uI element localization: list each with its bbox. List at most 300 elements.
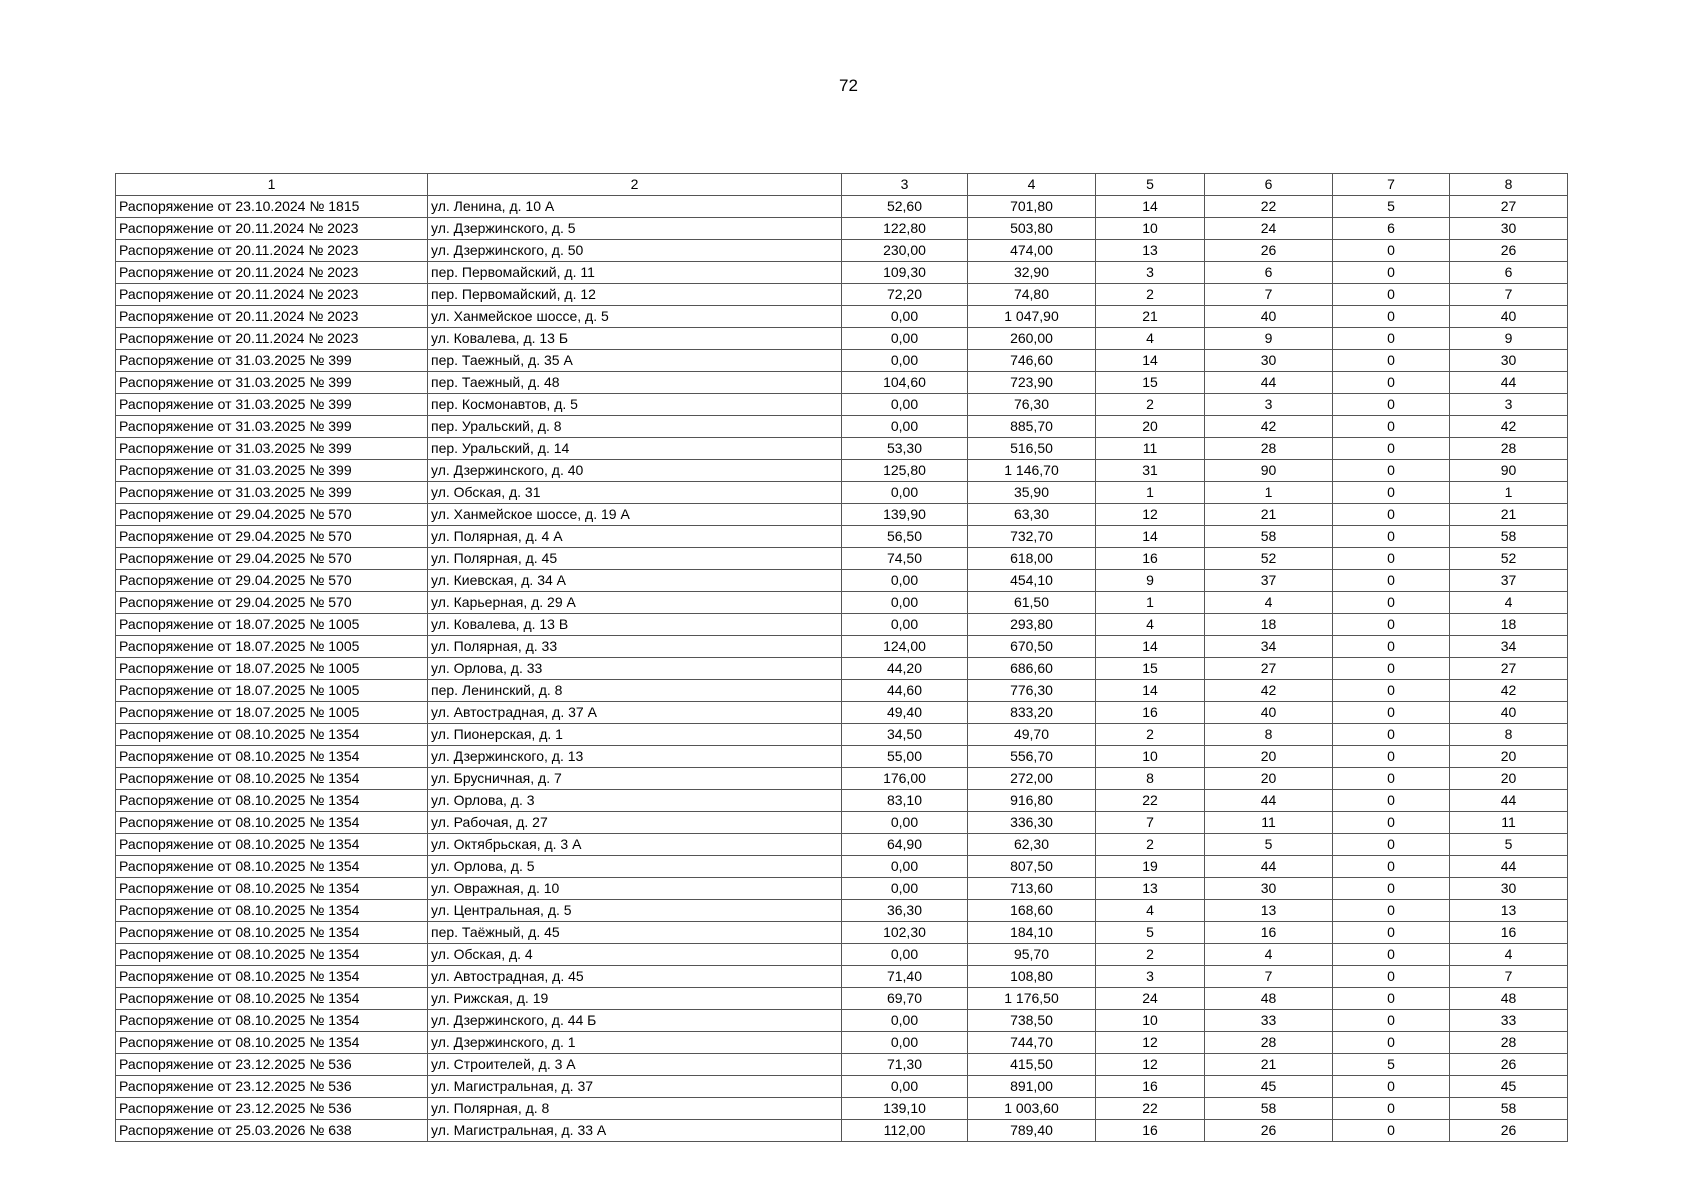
address-cell: ул. Ханмейское шоссе, д. 19 А xyxy=(428,504,842,526)
document-cell: Распоряжение от 20.11.2024 № 2023 xyxy=(116,306,428,328)
value-cell: 0,00 xyxy=(842,944,968,966)
value-cell: 62,30 xyxy=(968,834,1096,856)
column-header: 6 xyxy=(1205,174,1333,196)
table-row xyxy=(116,460,1568,482)
value-cell: 12 xyxy=(1096,504,1205,526)
document-cell: Распоряжение от 08.10.2025 № 1354 xyxy=(116,768,428,790)
address-cell: ул. Полярная, д. 8 xyxy=(428,1098,842,1120)
value-cell: 0 xyxy=(1333,284,1450,306)
table-row xyxy=(116,438,1568,460)
document-cell: Распоряжение от 20.11.2024 № 2023 xyxy=(116,218,428,240)
value-cell: 45 xyxy=(1450,1076,1568,1098)
value-cell: 0 xyxy=(1333,812,1450,834)
table-row xyxy=(116,878,1568,900)
value-cell: 112,00 xyxy=(842,1120,968,1142)
document-cell: Распоряжение от 29.04.2025 № 570 xyxy=(116,570,428,592)
value-cell: 30 xyxy=(1450,218,1568,240)
value-cell: 30 xyxy=(1205,350,1333,372)
address-cell: ул. Киевская, д. 34 А xyxy=(428,570,842,592)
table-row xyxy=(116,196,1568,218)
document-cell: Распоряжение от 31.03.2025 № 399 xyxy=(116,350,428,372)
value-cell: 4 xyxy=(1096,614,1205,636)
document-cell: Распоряжение от 23.10.2024 № 1815 xyxy=(116,196,428,218)
address-cell: пер. Таежный, д. 35 А xyxy=(428,350,842,372)
column-header: 3 xyxy=(842,174,968,196)
value-cell: 686,60 xyxy=(968,658,1096,680)
value-cell: 0 xyxy=(1333,966,1450,988)
value-cell: 14 xyxy=(1096,636,1205,658)
value-cell: 32,90 xyxy=(968,262,1096,284)
value-cell: 0,00 xyxy=(842,416,968,438)
value-cell: 16 xyxy=(1450,922,1568,944)
value-cell: 48 xyxy=(1205,988,1333,1010)
value-cell: 61,50 xyxy=(968,592,1096,614)
value-cell: 2 xyxy=(1096,834,1205,856)
value-cell: 16 xyxy=(1096,1120,1205,1142)
address-cell: ул. Октябрьская, д. 3 А xyxy=(428,834,842,856)
document-cell: Распоряжение от 08.10.2025 № 1354 xyxy=(116,1032,428,1054)
value-cell: 58 xyxy=(1450,1098,1568,1120)
table-row xyxy=(116,922,1568,944)
table-row xyxy=(116,900,1568,922)
document-cell: Распоряжение от 31.03.2025 № 399 xyxy=(116,372,428,394)
value-cell: 28 xyxy=(1205,1032,1333,1054)
value-cell: 28 xyxy=(1205,438,1333,460)
value-cell: 31 xyxy=(1096,460,1205,482)
value-cell: 26 xyxy=(1450,1120,1568,1142)
register-table xyxy=(115,173,1568,1142)
value-cell: 40 xyxy=(1205,702,1333,724)
value-cell: 670,50 xyxy=(968,636,1096,658)
table-row xyxy=(116,812,1568,834)
table-row xyxy=(116,702,1568,724)
value-cell: 20 xyxy=(1205,768,1333,790)
address-cell: пер. Таёжный, д. 45 xyxy=(428,922,842,944)
value-cell: 9 xyxy=(1450,328,1568,350)
value-cell: 0,00 xyxy=(842,1076,968,1098)
value-cell: 0 xyxy=(1333,658,1450,680)
address-cell: пер. Уральский, д. 14 xyxy=(428,438,842,460)
table-row xyxy=(116,372,1568,394)
table-row xyxy=(116,306,1568,328)
value-cell: 9 xyxy=(1205,328,1333,350)
value-cell: 7 xyxy=(1450,966,1568,988)
address-cell: ул. Орлова, д. 5 xyxy=(428,856,842,878)
value-cell: 0 xyxy=(1333,746,1450,768)
value-cell: 14 xyxy=(1096,350,1205,372)
address-cell: ул. Дзержинского, д. 13 xyxy=(428,746,842,768)
column-header: 7 xyxy=(1333,174,1450,196)
table-row xyxy=(116,988,1568,1010)
value-cell: 22 xyxy=(1096,1098,1205,1120)
document-cell: Распоряжение от 20.11.2024 № 2023 xyxy=(116,284,428,306)
value-cell: 713,60 xyxy=(968,878,1096,900)
value-cell: 3 xyxy=(1450,394,1568,416)
value-cell: 90 xyxy=(1450,460,1568,482)
address-cell: ул. Ковалева, д. 13 Б xyxy=(428,328,842,350)
value-cell: 0 xyxy=(1333,856,1450,878)
value-cell: 24 xyxy=(1205,218,1333,240)
document-cell: Распоряжение от 20.11.2024 № 2023 xyxy=(116,328,428,350)
value-cell: 272,00 xyxy=(968,768,1096,790)
document-cell: Распоряжение от 20.11.2024 № 2023 xyxy=(116,240,428,262)
address-cell: пер. Первомайский, д. 11 xyxy=(428,262,842,284)
value-cell: 36,30 xyxy=(842,900,968,922)
value-cell: 184,10 xyxy=(968,922,1096,944)
table-row xyxy=(116,548,1568,570)
address-cell: ул. Рабочая, д. 27 xyxy=(428,812,842,834)
value-cell: 55,00 xyxy=(842,746,968,768)
value-cell: 15 xyxy=(1096,658,1205,680)
value-cell: 56,50 xyxy=(842,526,968,548)
value-cell: 0 xyxy=(1333,1032,1450,1054)
table-row xyxy=(116,526,1568,548)
value-cell: 2 xyxy=(1096,284,1205,306)
value-cell: 16 xyxy=(1205,922,1333,944)
value-cell: 28 xyxy=(1450,1032,1568,1054)
value-cell: 125,80 xyxy=(842,460,968,482)
table-row xyxy=(116,394,1568,416)
value-cell: 45 xyxy=(1205,1076,1333,1098)
value-cell: 44 xyxy=(1450,856,1568,878)
value-cell: 48 xyxy=(1450,988,1568,1010)
value-cell: 27 xyxy=(1205,658,1333,680)
address-cell: ул. Дзержинского, д. 40 xyxy=(428,460,842,482)
value-cell: 3 xyxy=(1096,262,1205,284)
value-cell: 139,90 xyxy=(842,504,968,526)
value-cell: 789,40 xyxy=(968,1120,1096,1142)
address-cell: ул. Полярная, д. 33 xyxy=(428,636,842,658)
document-cell: Распоряжение от 31.03.2025 № 399 xyxy=(116,460,428,482)
value-cell: 0,00 xyxy=(842,482,968,504)
value-cell: 4 xyxy=(1450,944,1568,966)
value-cell: 44,60 xyxy=(842,680,968,702)
value-cell: 53,30 xyxy=(842,438,968,460)
address-cell: ул. Рижская, д. 19 xyxy=(428,988,842,1010)
address-cell: ул. Дзержинского, д. 5 xyxy=(428,218,842,240)
value-cell: 885,70 xyxy=(968,416,1096,438)
value-cell: 0,00 xyxy=(842,812,968,834)
value-cell: 0,00 xyxy=(842,306,968,328)
value-cell: 0 xyxy=(1333,614,1450,636)
document-cell: Распоряжение от 08.10.2025 № 1354 xyxy=(116,746,428,768)
document-cell: Распоряжение от 29.04.2025 № 570 xyxy=(116,548,428,570)
document-cell: Распоряжение от 31.03.2025 № 399 xyxy=(116,482,428,504)
value-cell: 74,80 xyxy=(968,284,1096,306)
value-cell: 5 xyxy=(1333,1054,1450,1076)
value-cell: 71,40 xyxy=(842,966,968,988)
column-header: 4 xyxy=(968,174,1096,196)
value-cell: 738,50 xyxy=(968,1010,1096,1032)
value-cell: 474,00 xyxy=(968,240,1096,262)
table-row xyxy=(116,240,1568,262)
document-cell: Распоряжение от 31.03.2025 № 399 xyxy=(116,394,428,416)
value-cell: 0 xyxy=(1333,438,1450,460)
value-cell: 139,10 xyxy=(842,1098,968,1120)
value-cell: 14 xyxy=(1096,680,1205,702)
value-cell: 776,30 xyxy=(968,680,1096,702)
value-cell: 0 xyxy=(1333,922,1450,944)
value-cell: 20 xyxy=(1450,768,1568,790)
value-cell: 3 xyxy=(1096,966,1205,988)
value-cell: 63,30 xyxy=(968,504,1096,526)
value-cell: 0 xyxy=(1333,1120,1450,1142)
value-cell: 4 xyxy=(1205,944,1333,966)
value-cell: 16 xyxy=(1096,1076,1205,1098)
value-cell: 1 xyxy=(1205,482,1333,504)
value-cell: 76,30 xyxy=(968,394,1096,416)
address-cell: ул. Дзержинского, д. 50 xyxy=(428,240,842,262)
document-cell: Распоряжение от 08.10.2025 № 1354 xyxy=(116,812,428,834)
value-cell: 26 xyxy=(1450,240,1568,262)
value-cell: 4 xyxy=(1096,900,1205,922)
table-row xyxy=(116,680,1568,702)
document-cell: Распоряжение от 18.07.2025 № 1005 xyxy=(116,658,428,680)
document-cell: Распоряжение от 20.11.2024 № 2023 xyxy=(116,262,428,284)
value-cell: 0 xyxy=(1333,372,1450,394)
value-cell: 33 xyxy=(1205,1010,1333,1032)
address-cell: ул. Орлова, д. 33 xyxy=(428,658,842,680)
value-cell: 0 xyxy=(1333,548,1450,570)
address-cell: ул. Магистральная, д. 33 А xyxy=(428,1120,842,1142)
value-cell: 44 xyxy=(1450,790,1568,812)
value-cell: 52 xyxy=(1205,548,1333,570)
value-cell: 42 xyxy=(1205,680,1333,702)
value-cell: 701,80 xyxy=(968,196,1096,218)
document-cell: Распоряжение от 31.03.2025 № 399 xyxy=(116,438,428,460)
value-cell: 44 xyxy=(1205,790,1333,812)
table-row xyxy=(116,1054,1568,1076)
value-cell: 22 xyxy=(1096,790,1205,812)
table-row xyxy=(116,636,1568,658)
value-cell: 13 xyxy=(1096,240,1205,262)
value-cell: 30 xyxy=(1450,878,1568,900)
document-cell: Распоряжение от 08.10.2025 № 1354 xyxy=(116,878,428,900)
address-cell: ул. Овражная, д. 10 xyxy=(428,878,842,900)
value-cell: 37 xyxy=(1205,570,1333,592)
value-cell: 27 xyxy=(1450,196,1568,218)
value-cell: 35,90 xyxy=(968,482,1096,504)
value-cell: 2 xyxy=(1096,724,1205,746)
document-cell: Распоряжение от 08.10.2025 № 1354 xyxy=(116,724,428,746)
value-cell: 13 xyxy=(1205,900,1333,922)
table-row xyxy=(116,1032,1568,1054)
value-cell: 16 xyxy=(1096,702,1205,724)
value-cell: 0 xyxy=(1333,328,1450,350)
value-cell: 336,30 xyxy=(968,812,1096,834)
value-cell: 0 xyxy=(1333,416,1450,438)
value-cell: 0,00 xyxy=(842,878,968,900)
value-cell: 0 xyxy=(1333,592,1450,614)
value-cell: 1 003,60 xyxy=(968,1098,1096,1120)
document-cell: Распоряжение от 29.04.2025 № 570 xyxy=(116,504,428,526)
table-row xyxy=(116,482,1568,504)
document-cell: Распоряжение от 08.10.2025 № 1354 xyxy=(116,988,428,1010)
value-cell: 27 xyxy=(1450,658,1568,680)
address-cell: ул. Орлова, д. 3 xyxy=(428,790,842,812)
document-cell: Распоряжение от 08.10.2025 № 1354 xyxy=(116,900,428,922)
value-cell: 0 xyxy=(1333,790,1450,812)
value-cell: 0,00 xyxy=(842,350,968,372)
value-cell: 0 xyxy=(1333,504,1450,526)
value-cell: 1 176,50 xyxy=(968,988,1096,1010)
value-cell: 732,70 xyxy=(968,526,1096,548)
table-row xyxy=(116,614,1568,636)
table-row xyxy=(116,504,1568,526)
value-cell: 20 xyxy=(1096,416,1205,438)
value-cell: 26 xyxy=(1205,1120,1333,1142)
document-cell: Распоряжение от 08.10.2025 № 1354 xyxy=(116,834,428,856)
value-cell: 10 xyxy=(1096,1010,1205,1032)
value-cell: 0 xyxy=(1333,460,1450,482)
value-cell: 90 xyxy=(1205,460,1333,482)
address-cell: ул. Полярная, д. 45 xyxy=(428,548,842,570)
address-cell: ул. Автострадная, д. 45 xyxy=(428,966,842,988)
value-cell: 20 xyxy=(1450,746,1568,768)
document-cell: Распоряжение от 31.03.2025 № 399 xyxy=(116,416,428,438)
table-row xyxy=(116,350,1568,372)
document-cell: Распоряжение от 29.04.2025 № 570 xyxy=(116,526,428,548)
value-cell: 34 xyxy=(1450,636,1568,658)
value-cell: 0 xyxy=(1333,482,1450,504)
table-row xyxy=(116,944,1568,966)
value-cell: 42 xyxy=(1450,680,1568,702)
value-cell: 503,80 xyxy=(968,218,1096,240)
value-cell: 30 xyxy=(1205,878,1333,900)
address-cell: ул. Ковалева, д. 13 В xyxy=(428,614,842,636)
value-cell: 0,00 xyxy=(842,394,968,416)
value-cell: 916,80 xyxy=(968,790,1096,812)
address-cell: ул. Обская, д. 31 xyxy=(428,482,842,504)
value-cell: 293,80 xyxy=(968,614,1096,636)
column-header: 1 xyxy=(116,174,428,196)
value-cell: 176,00 xyxy=(842,768,968,790)
value-cell: 21 xyxy=(1205,1054,1333,1076)
address-cell: ул. Карьерная, д. 29 А xyxy=(428,592,842,614)
address-cell: пер. Ленинский, д. 8 xyxy=(428,680,842,702)
value-cell: 13 xyxy=(1450,900,1568,922)
value-cell: 34,50 xyxy=(842,724,968,746)
value-cell: 44 xyxy=(1450,372,1568,394)
value-cell: 37 xyxy=(1450,570,1568,592)
value-cell: 21 xyxy=(1205,504,1333,526)
table-row xyxy=(116,790,1568,812)
value-cell: 124,00 xyxy=(842,636,968,658)
value-cell: 168,60 xyxy=(968,900,1096,922)
table-row xyxy=(116,746,1568,768)
value-cell: 0 xyxy=(1333,1076,1450,1098)
value-cell: 0 xyxy=(1333,394,1450,416)
table-row xyxy=(116,768,1568,790)
value-cell: 10 xyxy=(1096,746,1205,768)
document-cell: Распоряжение от 08.10.2025 № 1354 xyxy=(116,1010,428,1032)
address-cell: ул. Автострадная, д. 37 А xyxy=(428,702,842,724)
value-cell: 12 xyxy=(1096,1032,1205,1054)
value-cell: 42 xyxy=(1450,416,1568,438)
document-cell: Распоряжение от 08.10.2025 № 1354 xyxy=(116,856,428,878)
table-row xyxy=(116,966,1568,988)
document-cell: Распоряжение от 08.10.2025 № 1354 xyxy=(116,966,428,988)
value-cell: 0 xyxy=(1333,834,1450,856)
register-body xyxy=(116,196,1568,1142)
value-cell: 1 xyxy=(1096,482,1205,504)
value-cell: 7 xyxy=(1450,284,1568,306)
table-row xyxy=(116,658,1568,680)
address-cell: ул. Ханмейское шоссе, д. 5 xyxy=(428,306,842,328)
address-cell: пер. Первомайский, д. 12 xyxy=(428,284,842,306)
value-cell: 18 xyxy=(1205,614,1333,636)
value-cell: 12 xyxy=(1096,1054,1205,1076)
table-row xyxy=(116,1120,1568,1142)
value-cell: 4 xyxy=(1205,592,1333,614)
value-cell: 0 xyxy=(1333,724,1450,746)
address-cell: ул. Центральная, д. 5 xyxy=(428,900,842,922)
value-cell: 44 xyxy=(1205,372,1333,394)
document-cell: Распоряжение от 08.10.2025 № 1354 xyxy=(116,922,428,944)
value-cell: 8 xyxy=(1450,724,1568,746)
table-row xyxy=(116,284,1568,306)
value-cell: 40 xyxy=(1450,702,1568,724)
value-cell: 5 xyxy=(1450,834,1568,856)
value-cell: 14 xyxy=(1096,526,1205,548)
value-cell: 21 xyxy=(1450,504,1568,526)
value-cell: 2 xyxy=(1096,944,1205,966)
value-cell: 58 xyxy=(1205,526,1333,548)
value-cell: 0,00 xyxy=(842,1010,968,1032)
address-cell: ул. Брусничная, д. 7 xyxy=(428,768,842,790)
document-cell: Распоряжение от 23.12.2025 № 536 xyxy=(116,1076,428,1098)
table-row xyxy=(116,1098,1568,1120)
value-cell: 122,80 xyxy=(842,218,968,240)
value-cell: 0,00 xyxy=(842,614,968,636)
value-cell: 0 xyxy=(1333,306,1450,328)
value-cell: 7 xyxy=(1205,966,1333,988)
value-cell: 0 xyxy=(1333,768,1450,790)
value-cell: 744,70 xyxy=(968,1032,1096,1054)
value-cell: 516,50 xyxy=(968,438,1096,460)
column-header: 2 xyxy=(428,174,842,196)
value-cell: 22 xyxy=(1205,196,1333,218)
table-row xyxy=(116,218,1568,240)
column-header: 5 xyxy=(1096,174,1205,196)
column-header: 8 xyxy=(1450,174,1568,196)
value-cell: 454,10 xyxy=(968,570,1096,592)
value-cell: 49,40 xyxy=(842,702,968,724)
table-row xyxy=(116,724,1568,746)
address-cell: ул. Магистральная, д. 37 xyxy=(428,1076,842,1098)
value-cell: 58 xyxy=(1205,1098,1333,1120)
value-cell: 21 xyxy=(1096,306,1205,328)
value-cell: 109,30 xyxy=(842,262,968,284)
address-cell: ул. Ленина, д. 10 А xyxy=(428,196,842,218)
value-cell: 2 xyxy=(1096,394,1205,416)
value-cell: 64,90 xyxy=(842,834,968,856)
value-cell: 11 xyxy=(1096,438,1205,460)
value-cell: 0 xyxy=(1333,900,1450,922)
document-cell: Распоряжение от 23.12.2025 № 536 xyxy=(116,1054,428,1076)
value-cell: 0,00 xyxy=(842,1032,968,1054)
value-cell: 11 xyxy=(1450,812,1568,834)
value-cell: 0,00 xyxy=(842,328,968,350)
value-cell: 0 xyxy=(1333,878,1450,900)
document-cell: Распоряжение от 08.10.2025 № 1354 xyxy=(116,790,428,812)
value-cell: 0 xyxy=(1333,636,1450,658)
document-cell: Распоряжение от 29.04.2025 № 570 xyxy=(116,592,428,614)
document-cell: Распоряжение от 08.10.2025 № 1354 xyxy=(116,944,428,966)
value-cell: 0 xyxy=(1333,570,1450,592)
document-cell: Распоряжение от 23.12.2025 № 536 xyxy=(116,1098,428,1120)
value-cell: 0 xyxy=(1333,944,1450,966)
